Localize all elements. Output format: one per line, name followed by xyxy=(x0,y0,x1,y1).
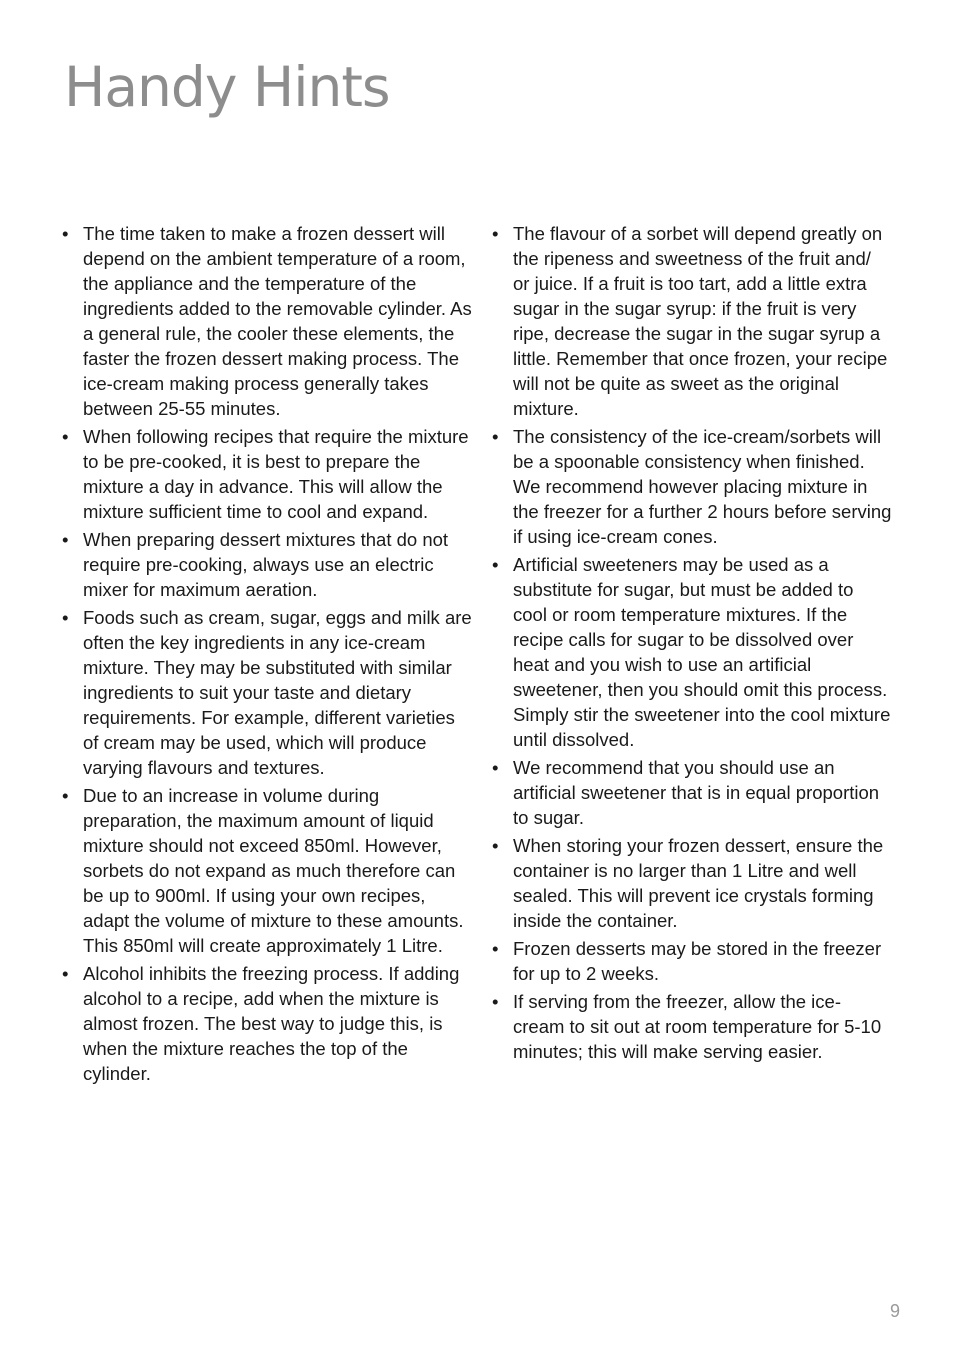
bullet-icon: • xyxy=(62,963,69,984)
bullet-icon: • xyxy=(492,835,499,856)
hint-text: Artificial sweeteners may be used as a substitute for sugar, but must be added to cool or room temperature mixtures. If the recipe calls for sugar to be dissolved over heat and you wish to use an artificial sweetener, then you should omit this process. Simply stir the sweetener into the cool mixture until dissolved. xyxy=(513,554,891,750)
hint-text: We recommend that you should use an artificial sweetener that is in equal proportion to sugar. xyxy=(513,757,880,828)
bullet-icon: • xyxy=(492,426,499,447)
right-hints-column xyxy=(492,221,892,1067)
hint-item xyxy=(62,605,472,780)
hint-item xyxy=(62,783,472,958)
hint-item xyxy=(492,755,892,830)
bullet-icon: • xyxy=(492,938,499,959)
bullet-icon: • xyxy=(492,991,499,1012)
page-number: 9 xyxy=(889,1301,900,1321)
hint-text: Frozen desserts may be stored in the freezer for up to 2 weeks. xyxy=(513,938,882,984)
page-title: Handy Hints xyxy=(64,55,390,119)
hint-item xyxy=(492,221,892,421)
hint-text: If serving from the freezer, allow the ice-cream to sit out at room temperature for 5-10 minutes; this will make serving easier. xyxy=(513,991,882,1062)
bullet-icon: • xyxy=(62,785,69,806)
hint-text: The flavour of a sorbet will depend greatly on the ripeness and sweetness of the fruit and/ or juice. If a fruit is too tart, add a little extra sugar in the sugar syrup: if the fruit is very ripe, decrease the sugar in the sugar syrup a little. Remember that once frozen, your recipe will not be quite as sweet as the original mixture. xyxy=(513,223,888,419)
hint-text: The consistency of the ice-cream/sorbets will be a spoonable consistency when finished. We recommend however placing mixture in the freezer for a further 2 hours before serving if using ice-cream cones. xyxy=(513,426,892,547)
bullet-icon: • xyxy=(62,426,69,447)
bullet-icon: • xyxy=(62,529,69,550)
hint-text: Due to an increase in volume during preparation, the maximum amount of liquid mixture should not exceed 850ml. However, sorbets do not expand as much therefore can be up to 900ml. If using your own recipes, adapt the volume of mixture to these amounts. This 850ml will create approximately 1 Litre. xyxy=(83,785,464,956)
hint-item xyxy=(492,552,892,752)
hint-text: Foods such as cream, sugar, eggs and milk are often the key ingredients in any ice-cream mixture. They may be substituted with similar ingredients to suit your taste and dietary requirements. For example, different varieties of cream may be used, which will produce varying flavours and textures. xyxy=(83,607,472,778)
bullet-icon: • xyxy=(62,223,69,244)
left-hints-column xyxy=(62,221,472,1089)
bullet-icon: • xyxy=(492,757,499,778)
hint-text: Alcohol inhibits the freezing process. If adding alcohol to a recipe, add when the mixture is almost frozen. The best way to judge this, is when the mixture reaches the top of the cylinder. xyxy=(83,963,460,1084)
hint-text: When storing your frozen dessert, ensure the container is no larger than 1 Litre and well sealed. This will prevent ice crystals forming inside the container. xyxy=(513,835,884,931)
hint-text: When preparing dessert mixtures that do not require pre-cooking, always use an electric mixer for maximum aeration. xyxy=(83,529,449,600)
hint-item xyxy=(62,424,472,524)
bullet-icon: • xyxy=(62,607,69,628)
hint-item xyxy=(492,424,892,549)
bullet-icon: • xyxy=(492,223,499,244)
hint-item xyxy=(492,936,892,986)
bullet-icon: • xyxy=(492,554,499,575)
hint-text: When following recipes that require the mixture to be pre-cooked, it is best to prepare the mixture a day in advance. This will allow the mixture sufficient time to cool and expand. xyxy=(83,426,469,522)
hint-text: The time taken to make a frozen dessert will depend on the ambient temperature of a room, the appliance and the temperature of the ingredients added to the removable cylinder. As a general rule, the cooler these elements, the faster the frozen dessert making process. The ice-cream making process generally takes between 25-55 minutes. xyxy=(83,223,472,419)
hint-item xyxy=(492,989,892,1064)
hint-item xyxy=(62,527,472,602)
hint-item xyxy=(62,221,472,421)
hint-item xyxy=(492,833,892,933)
hint-item xyxy=(62,961,472,1086)
